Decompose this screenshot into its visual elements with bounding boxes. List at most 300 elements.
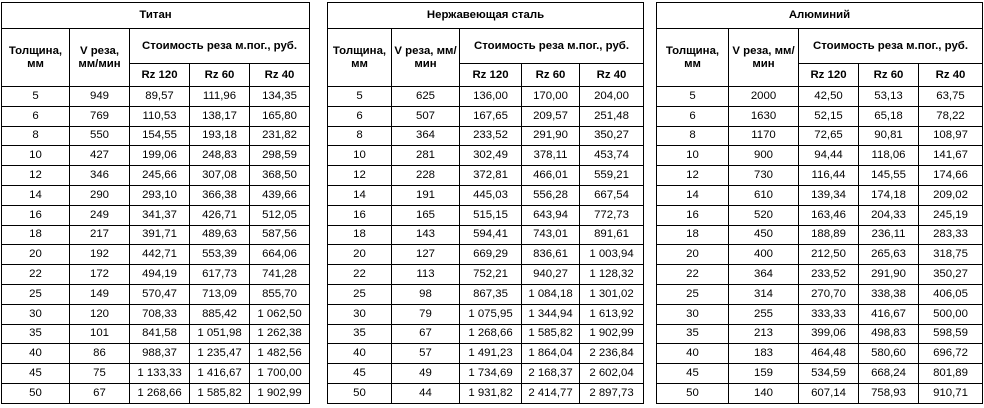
cell-thickness: 10 — [2, 146, 70, 166]
cell-speed: 165 — [392, 205, 460, 225]
cell-rz120: 1 075,95 — [460, 304, 522, 324]
cell-rz60: 1 051,98 — [190, 324, 250, 344]
cell-thickness: 5 — [2, 87, 70, 107]
cell-rz40: 587,56 — [250, 225, 310, 245]
cell-rz120: 867,35 — [460, 284, 522, 304]
cell-rz60: 2 414,77 — [522, 383, 580, 403]
cell-thickness: 14 — [657, 185, 729, 205]
table-row — [328, 284, 644, 304]
table-row — [2, 185, 310, 205]
cell-rz60: 193,18 — [190, 126, 250, 146]
table-row — [657, 284, 983, 304]
table-row — [328, 87, 644, 107]
cell-rz60: 556,28 — [522, 185, 580, 205]
table-row — [2, 106, 310, 126]
cell-rz120: 72,65 — [799, 126, 859, 146]
cell-rz40: 350,27 — [580, 126, 644, 146]
cell-rz40: 134,35 — [250, 87, 310, 107]
cell-rz60: 118,06 — [859, 146, 919, 166]
cell-rz60: 307,08 — [190, 166, 250, 186]
cell-rz40: 664,06 — [250, 245, 310, 265]
cell-thickness: 12 — [657, 166, 729, 186]
cell-thickness: 30 — [328, 304, 392, 324]
cell-rz120: 607,14 — [799, 383, 859, 403]
table-row — [657, 87, 983, 107]
cell-speed: 172 — [70, 265, 130, 285]
cell-speed: 183 — [729, 344, 799, 364]
rz40-header: Rz 40 — [919, 64, 983, 87]
cell-thickness: 5 — [328, 87, 392, 107]
cell-rz40: 204,00 — [580, 87, 644, 107]
table-row — [657, 265, 983, 285]
cell-thickness: 50 — [328, 383, 392, 403]
rz40-header: Rz 40 — [580, 64, 644, 87]
cell-rz60: 65,18 — [859, 106, 919, 126]
table-row — [328, 344, 644, 364]
cell-rz60: 1 344,94 — [522, 304, 580, 324]
cell-speed: 98 — [392, 284, 460, 304]
table-row — [657, 146, 983, 166]
cell-speed: 49 — [392, 364, 460, 384]
rz60-header: Rz 60 — [522, 64, 580, 87]
cell-speed: 507 — [392, 106, 460, 126]
thickness-header: Толщина, мм — [657, 29, 729, 87]
cell-rz120: 534,59 — [799, 364, 859, 384]
cell-thickness: 14 — [2, 185, 70, 205]
cell-thickness: 30 — [657, 304, 729, 324]
table-row — [328, 304, 644, 324]
cell-rz40: 2 897,73 — [580, 383, 644, 403]
cell-rz120: 233,52 — [799, 265, 859, 285]
cell-thickness: 6 — [328, 106, 392, 126]
cell-thickness: 16 — [657, 205, 729, 225]
cell-rz60: 291,90 — [522, 126, 580, 146]
cell-rz60: 1 864,04 — [522, 344, 580, 364]
table-row — [328, 364, 644, 384]
cell-rz40: 298,59 — [250, 146, 310, 166]
table-row — [328, 205, 644, 225]
cell-speed: 550 — [70, 126, 130, 146]
cell-rz60: 553,39 — [190, 245, 250, 265]
speed-header: V реза, мм/мин — [729, 29, 799, 87]
cell-rz120: 391,71 — [130, 225, 190, 245]
cell-speed: 57 — [392, 344, 460, 364]
cell-rz120: 708,33 — [130, 304, 190, 324]
cell-speed: 1170 — [729, 126, 799, 146]
cell-thickness: 8 — [657, 126, 729, 146]
cell-rz120: 270,70 — [799, 284, 859, 304]
cell-speed: 314 — [729, 284, 799, 304]
cell-rz120: 1 931,82 — [460, 383, 522, 403]
cell-rz120: 494,19 — [130, 265, 190, 285]
cell-thickness: 18 — [2, 225, 70, 245]
thickness-header: Толщина, мм — [2, 29, 70, 87]
cell-rz120: 199,06 — [130, 146, 190, 166]
rz40-header: Rz 40 — [250, 64, 310, 87]
cell-rz40: 667,54 — [580, 185, 644, 205]
table-row — [657, 205, 983, 225]
cost-header: Стоимость реза м.пог., руб. — [799, 29, 983, 64]
cell-rz120: 570,47 — [130, 284, 190, 304]
cell-thickness: 50 — [2, 383, 70, 403]
cell-rz120: 94,44 — [799, 146, 859, 166]
cell-rz40: 141,67 — [919, 146, 983, 166]
table-title: Алюминий — [657, 3, 983, 29]
cell-thickness: 22 — [657, 265, 729, 285]
cell-rz120: 841,58 — [130, 324, 190, 344]
cell-rz60: 580,60 — [859, 344, 919, 364]
cell-rz40: 1 301,02 — [580, 284, 644, 304]
cell-rz120: 245,66 — [130, 166, 190, 186]
table-row — [2, 146, 310, 166]
cell-rz120: 89,57 — [130, 87, 190, 107]
cell-rz60: 53,13 — [859, 87, 919, 107]
table-row — [328, 383, 644, 403]
cell-speed: 364 — [729, 265, 799, 285]
cell-thickness: 12 — [2, 166, 70, 186]
table-row — [657, 106, 983, 126]
cell-rz60: 265,63 — [859, 245, 919, 265]
cell-rz60: 236,11 — [859, 225, 919, 245]
cell-rz120: 42,50 — [799, 87, 859, 107]
cell-rz120: 372,81 — [460, 166, 522, 186]
speed-header: V реза, мм/мин — [70, 29, 130, 87]
cell-rz40: 63,75 — [919, 87, 983, 107]
cell-thickness: 20 — [2, 245, 70, 265]
cell-thickness: 25 — [2, 284, 70, 304]
cell-rz120: 188,89 — [799, 225, 859, 245]
cell-speed: 364 — [392, 126, 460, 146]
cell-thickness: 8 — [2, 126, 70, 146]
aluminum-table — [656, 2, 983, 404]
cell-thickness: 35 — [328, 324, 392, 344]
cell-speed: 249 — [70, 205, 130, 225]
cell-thickness: 6 — [657, 106, 729, 126]
table-row — [2, 87, 310, 107]
cell-speed: 127 — [392, 245, 460, 265]
cell-rz120: 302,49 — [460, 146, 522, 166]
cell-speed: 255 — [729, 304, 799, 324]
cell-thickness: 18 — [328, 225, 392, 245]
cell-rz40: 453,74 — [580, 146, 644, 166]
cell-speed: 44 — [392, 383, 460, 403]
cell-rz40: 368,50 — [250, 166, 310, 186]
cell-thickness: 35 — [657, 324, 729, 344]
table-row — [657, 166, 983, 186]
cell-rz60: 836,61 — [522, 245, 580, 265]
cell-rz40: 209,02 — [919, 185, 983, 205]
cell-rz40: 174,66 — [919, 166, 983, 186]
table-row — [328, 106, 644, 126]
cell-thickness: 30 — [2, 304, 70, 324]
cell-speed: 400 — [729, 245, 799, 265]
table-row — [657, 185, 983, 205]
cell-rz40: 910,71 — [919, 383, 983, 403]
cell-rz120: 154,55 — [130, 126, 190, 146]
table-row — [657, 383, 983, 403]
table-title: Титан — [2, 3, 310, 29]
cell-rz60: 170,00 — [522, 87, 580, 107]
table-row — [657, 324, 983, 344]
cell-speed: 769 — [70, 106, 130, 126]
table-row — [328, 126, 644, 146]
cell-thickness: 35 — [2, 324, 70, 344]
cell-speed: 101 — [70, 324, 130, 344]
cell-rz40: 1 003,94 — [580, 245, 644, 265]
cell-rz60: 1 585,82 — [522, 324, 580, 344]
rz120-header: Rz 120 — [799, 64, 859, 87]
cell-rz120: 988,37 — [130, 344, 190, 364]
cell-rz60: 291,90 — [859, 265, 919, 285]
cell-rz40: 245,19 — [919, 205, 983, 225]
cell-speed: 281 — [392, 146, 460, 166]
cell-rz60: 1 416,67 — [190, 364, 250, 384]
cell-speed: 191 — [392, 185, 460, 205]
table-row — [2, 166, 310, 186]
cell-speed: 67 — [70, 383, 130, 403]
cell-rz120: 52,15 — [799, 106, 859, 126]
cell-rz60: 378,11 — [522, 146, 580, 166]
cell-rz60: 111,96 — [190, 87, 250, 107]
cell-rz60: 90,81 — [859, 126, 919, 146]
cell-rz120: 139,34 — [799, 185, 859, 205]
cell-speed: 520 — [729, 205, 799, 225]
thickness-header: Толщина, мм — [328, 29, 392, 87]
cell-rz40: 1 700,00 — [250, 364, 310, 384]
speed-header: V реза, мм/мин — [392, 29, 460, 87]
cell-rz40: 1 128,32 — [580, 265, 644, 285]
cell-rz60: 713,09 — [190, 284, 250, 304]
cell-rz40: 2 236,84 — [580, 344, 644, 364]
cell-rz60: 138,17 — [190, 106, 250, 126]
cell-speed: 290 — [70, 185, 130, 205]
cell-speed: 900 — [729, 146, 799, 166]
cell-thickness: 45 — [2, 364, 70, 384]
cell-rz120: 163,46 — [799, 205, 859, 225]
cell-rz40: 741,28 — [250, 265, 310, 285]
cell-thickness: 6 — [2, 106, 70, 126]
cell-speed: 213 — [729, 324, 799, 344]
cell-rz120: 167,65 — [460, 106, 522, 126]
cell-speed: 217 — [70, 225, 130, 245]
cell-speed: 427 — [70, 146, 130, 166]
cell-rz40: 1 902,99 — [580, 324, 644, 344]
cell-speed: 625 — [392, 87, 460, 107]
cell-rz40: 559,21 — [580, 166, 644, 186]
cell-rz60: 1 235,47 — [190, 344, 250, 364]
cell-speed: 949 — [70, 87, 130, 107]
table-row — [328, 146, 644, 166]
cell-speed: 120 — [70, 304, 130, 324]
cell-rz120: 212,50 — [799, 245, 859, 265]
table-row — [328, 245, 644, 265]
cell-rz40: 801,89 — [919, 364, 983, 384]
cell-rz120: 1 491,23 — [460, 344, 522, 364]
cell-rz120: 752,21 — [460, 265, 522, 285]
cell-rz60: 1 585,82 — [190, 383, 250, 403]
cell-rz120: 233,52 — [460, 126, 522, 146]
table-row — [328, 166, 644, 186]
cell-speed: 610 — [729, 185, 799, 205]
table-row — [657, 245, 983, 265]
table-row — [328, 225, 644, 245]
cell-thickness: 12 — [328, 166, 392, 186]
cell-speed: 79 — [392, 304, 460, 324]
cell-rz120: 1 133,33 — [130, 364, 190, 384]
cell-rz40: 165,80 — [250, 106, 310, 126]
cell-rz40: 512,05 — [250, 205, 310, 225]
rz60-header: Rz 60 — [859, 64, 919, 87]
cell-rz40: 78,22 — [919, 106, 983, 126]
cell-speed: 149 — [70, 284, 130, 304]
cell-rz60: 145,55 — [859, 166, 919, 186]
cell-thickness: 45 — [657, 364, 729, 384]
cell-rz60: 643,94 — [522, 205, 580, 225]
cell-rz120: 136,00 — [460, 87, 522, 107]
cell-thickness: 40 — [328, 344, 392, 364]
cell-rz40: 283,33 — [919, 225, 983, 245]
cell-rz60: 2 168,37 — [522, 364, 580, 384]
cell-rz60: 416,67 — [859, 304, 919, 324]
table-row — [657, 304, 983, 324]
table-title: Нержавеющая сталь — [328, 3, 644, 29]
cell-rz120: 669,29 — [460, 245, 522, 265]
cell-thickness: 8 — [328, 126, 392, 146]
cell-speed: 113 — [392, 265, 460, 285]
cell-rz60: 758,93 — [859, 383, 919, 403]
cell-rz60: 466,01 — [522, 166, 580, 186]
cell-thickness: 20 — [657, 245, 729, 265]
cell-rz120: 1 268,66 — [130, 383, 190, 403]
cell-rz60: 426,71 — [190, 205, 250, 225]
cell-rz60: 743,01 — [522, 225, 580, 245]
rz120-header: Rz 120 — [460, 64, 522, 87]
cell-rz120: 515,15 — [460, 205, 522, 225]
cell-thickness: 40 — [2, 344, 70, 364]
table-row — [2, 344, 310, 364]
cell-rz60: 209,57 — [522, 106, 580, 126]
cell-speed: 228 — [392, 166, 460, 186]
cell-thickness: 40 — [657, 344, 729, 364]
titanium-table — [1, 2, 310, 404]
cell-rz40: 1 613,92 — [580, 304, 644, 324]
cell-rz60: 668,24 — [859, 364, 919, 384]
cell-thickness: 10 — [328, 146, 392, 166]
cell-rz120: 1 734,69 — [460, 364, 522, 384]
table-row — [2, 383, 310, 403]
cell-rz120: 445,03 — [460, 185, 522, 205]
cell-rz40: 1 482,56 — [250, 344, 310, 364]
cell-rz60: 498,83 — [859, 324, 919, 344]
cell-speed: 450 — [729, 225, 799, 245]
table-row — [657, 126, 983, 146]
cell-thickness: 16 — [2, 205, 70, 225]
cell-thickness: 22 — [2, 265, 70, 285]
cell-rz60: 617,73 — [190, 265, 250, 285]
cell-rz40: 772,73 — [580, 205, 644, 225]
cell-rz60: 248,83 — [190, 146, 250, 166]
table-row — [2, 126, 310, 146]
rz120-header: Rz 120 — [130, 64, 190, 87]
cell-speed: 140 — [729, 383, 799, 403]
table-row — [2, 245, 310, 265]
table-row — [2, 265, 310, 285]
cell-thickness: 20 — [328, 245, 392, 265]
cell-thickness: 5 — [657, 87, 729, 107]
cell-rz120: 594,41 — [460, 225, 522, 245]
table-row — [2, 324, 310, 344]
cell-rz60: 204,33 — [859, 205, 919, 225]
cell-rz40: 1 262,38 — [250, 324, 310, 344]
cell-rz60: 885,42 — [190, 304, 250, 324]
cell-rz40: 891,61 — [580, 225, 644, 245]
table-row — [328, 324, 644, 344]
table-row — [2, 364, 310, 384]
cell-rz40: 406,05 — [919, 284, 983, 304]
cell-rz40: 439,66 — [250, 185, 310, 205]
cell-thickness: 14 — [328, 185, 392, 205]
cell-thickness: 25 — [328, 284, 392, 304]
cell-rz40: 251,48 — [580, 106, 644, 126]
cell-rz120: 399,06 — [799, 324, 859, 344]
cell-thickness: 16 — [328, 205, 392, 225]
cell-rz60: 174,18 — [859, 185, 919, 205]
cell-speed: 67 — [392, 324, 460, 344]
stainless-steel-table — [327, 2, 644, 404]
cell-thickness: 18 — [657, 225, 729, 245]
cell-speed: 730 — [729, 166, 799, 186]
table-row — [2, 225, 310, 245]
cost-header: Стоимость реза м.пог., руб. — [460, 29, 644, 64]
cell-rz40: 598,59 — [919, 324, 983, 344]
cell-rz40: 855,70 — [250, 284, 310, 304]
cell-thickness: 25 — [657, 284, 729, 304]
cell-rz120: 341,37 — [130, 205, 190, 225]
cell-rz40: 2 602,04 — [580, 364, 644, 384]
cost-header: Стоимость реза м.пог., руб. — [130, 29, 310, 64]
cell-speed: 2000 — [729, 87, 799, 107]
cell-rz40: 350,27 — [919, 265, 983, 285]
cell-rz120: 110,53 — [130, 106, 190, 126]
cell-speed: 143 — [392, 225, 460, 245]
cell-rz40: 1 902,99 — [250, 383, 310, 403]
cell-thickness: 10 — [657, 146, 729, 166]
cell-speed: 192 — [70, 245, 130, 265]
cell-speed: 1630 — [729, 106, 799, 126]
table-row — [328, 185, 644, 205]
cell-rz40: 318,75 — [919, 245, 983, 265]
cell-thickness: 50 — [657, 383, 729, 403]
cell-rz120: 1 268,66 — [460, 324, 522, 344]
cell-speed: 159 — [729, 364, 799, 384]
cell-speed: 346 — [70, 166, 130, 186]
rz60-header: Rz 60 — [190, 64, 250, 87]
cell-rz60: 489,63 — [190, 225, 250, 245]
cell-thickness: 45 — [328, 364, 392, 384]
table-row — [657, 364, 983, 384]
cell-speed: 86 — [70, 344, 130, 364]
table-row — [328, 265, 644, 285]
table-row — [657, 225, 983, 245]
cell-speed: 75 — [70, 364, 130, 384]
cell-rz120: 293,10 — [130, 185, 190, 205]
cell-rz120: 464,48 — [799, 344, 859, 364]
table-row — [2, 304, 310, 324]
cell-rz40: 696,72 — [919, 344, 983, 364]
cell-thickness: 22 — [328, 265, 392, 285]
table-row — [657, 344, 983, 364]
cell-rz120: 333,33 — [799, 304, 859, 324]
